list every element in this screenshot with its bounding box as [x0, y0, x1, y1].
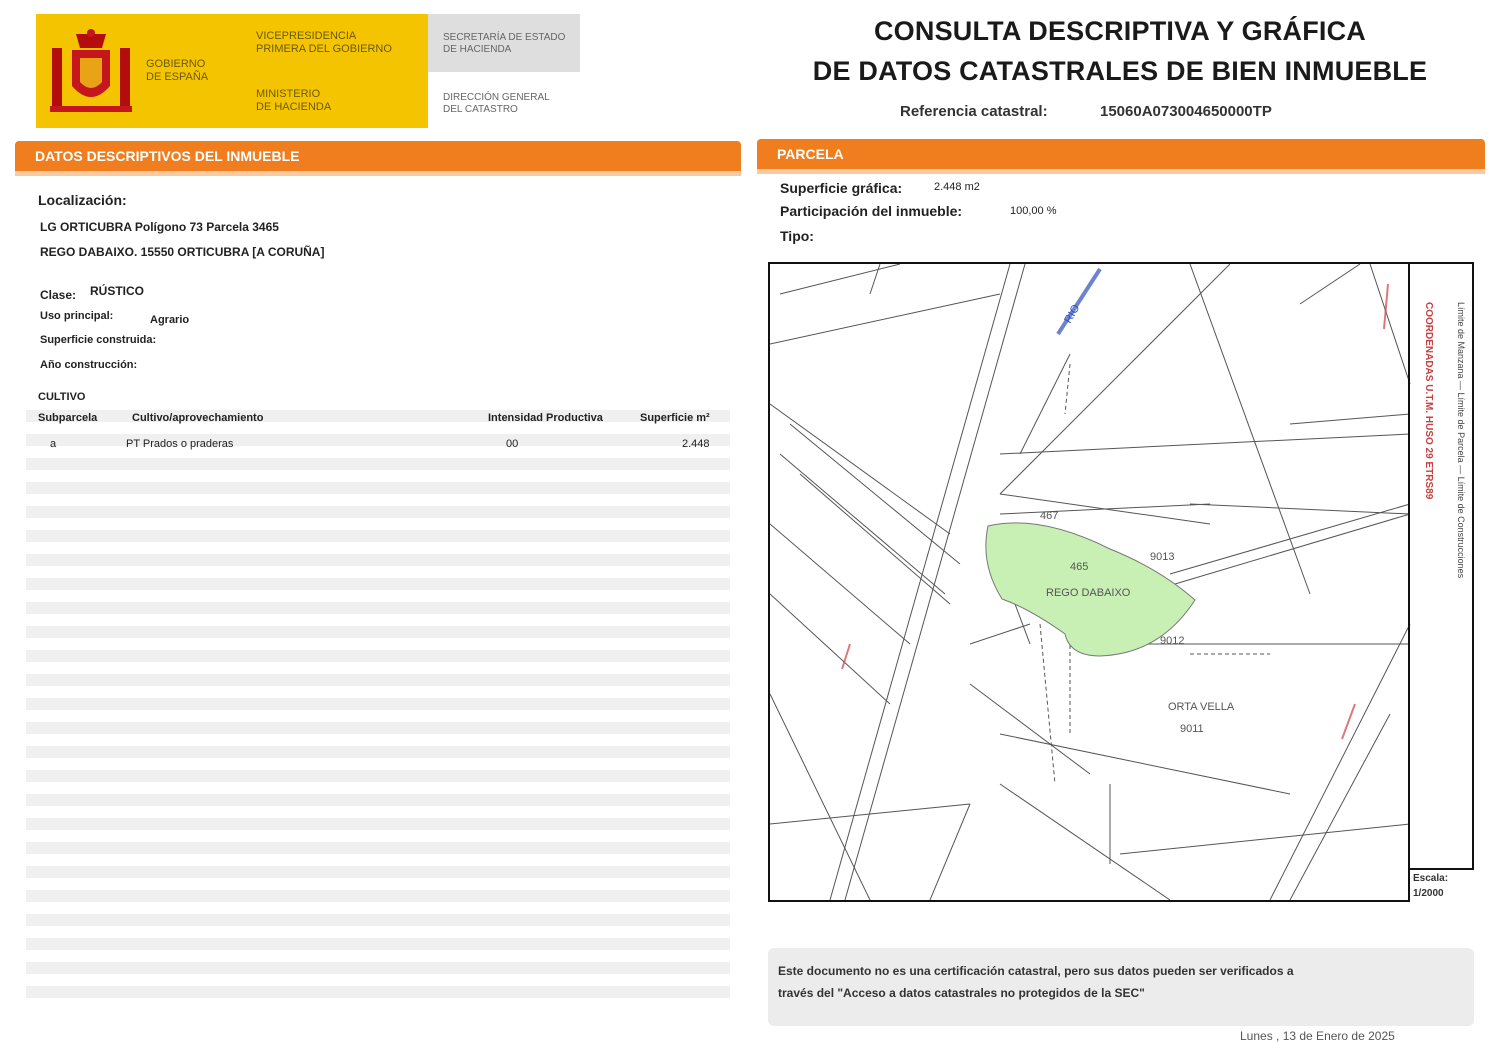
map-number-1: 9013: [1150, 551, 1175, 563]
table-cell-subparcel: a: [50, 438, 57, 450]
table-cell-area: 2.448: [682, 438, 710, 450]
parcel-header: [757, 139, 1485, 169]
disclaimer-note: [768, 948, 1474, 1026]
disclaimer-line2: través del "Acceso a datos catastrales no protegidos de la SEC": [778, 986, 1145, 1000]
participation-label: Participación del inmueble:: [780, 203, 963, 219]
table-row-stripe: [26, 746, 730, 758]
cadastral-map[interactable]: [768, 262, 1474, 902]
table-row-stripe: [26, 770, 730, 782]
table-cell-intensity: 00: [506, 438, 519, 450]
descriptive-data-title: DATOS DESCRIPTIVOS DEL INMUEBLE: [35, 148, 300, 164]
table-row-stripe: [26, 674, 730, 686]
map-scale: [1410, 868, 1474, 904]
map-place-number: 9011: [1180, 723, 1204, 735]
legend-text: Límite de Manzana — Límite de Parcela — Límite de Construcciones: [1456, 302, 1466, 579]
table-row-stripe: [26, 602, 730, 614]
map-river-label: RIO: [1062, 302, 1083, 326]
reference-label: Referencia catastral:: [900, 103, 1048, 120]
map-place-label: ORTA VELLA: [1168, 701, 1235, 713]
col-header-area: Superficie m²: [640, 412, 710, 424]
type-label: Tipo:: [780, 228, 814, 244]
map-parcel-label: 465: [1070, 561, 1089, 573]
secretariat-label: SECRETARÍA DE ESTADO DE HACIENDA: [443, 32, 566, 55]
cadastral-map-drawing: [770, 264, 1472, 900]
table-row-stripe: [26, 962, 730, 974]
location-line1: LG ORTICUBRA Polígono 73 Parcela 3465: [40, 220, 279, 234]
table-row-stripe: [26, 890, 730, 902]
build-year-label: Año construcción:: [40, 359, 138, 371]
col-header-cultivation: Cultivo/aprovechamiento: [132, 412, 264, 424]
table-row-stripe: [26, 842, 730, 854]
map-number-3: 467: [1040, 510, 1059, 522]
ministry-bottom-label: MINISTERIO DE HACIENDA: [256, 88, 332, 113]
table-row-stripe: [26, 626, 730, 638]
main-use-label: Uso principal:: [40, 310, 114, 322]
class-value: RÚSTICO: [90, 284, 144, 298]
location-label: Localización:: [38, 192, 127, 208]
table-row-stripe: [26, 866, 730, 878]
map-legend: [1408, 262, 1474, 902]
scale-label: Escala:: [1413, 873, 1449, 884]
document-date: Lunes , 13 de Enero de 2025: [1240, 1029, 1395, 1043]
main-use-value: Agrario: [150, 314, 190, 326]
built-area-label: Superficie construida:: [40, 334, 157, 346]
participation-value: 100,00 %: [1010, 205, 1057, 217]
table-row-stripe: [26, 458, 730, 470]
cultivation-table: [26, 408, 730, 1020]
table-row-stripe: [26, 482, 730, 494]
cultivation-title: CULTIVO: [38, 391, 86, 403]
table-row-stripe: [26, 722, 730, 734]
coat-of-arms-icon: [50, 28, 132, 114]
table-row-stripe: [26, 914, 730, 926]
table-row-stripe: [26, 698, 730, 710]
table-row-stripe: [26, 818, 730, 830]
map-number-2: 9012: [1160, 635, 1185, 647]
class-label: Clase:: [40, 288, 77, 302]
table-row-stripe: [26, 554, 730, 566]
descriptive-data-header: [15, 141, 741, 171]
direccion-label: DIRECCIÓN GENERAL DEL CATASTRO: [443, 92, 550, 115]
map-parcel-name: REGO DABAIXO: [1046, 587, 1131, 599]
table-row-stripe: [26, 506, 730, 518]
table-row-stripe: [26, 650, 730, 662]
page-title-line2: DE DATOS CATASTRALES DE BIEN INMUEBLE: [812, 56, 1428, 86]
table-row-stripe: [26, 794, 730, 806]
location-line2: REGO DABAIXO. 15550 ORTICUBRA [A CORUÑA]: [40, 245, 325, 259]
graphic-area-value: 2.448 m2: [934, 181, 980, 193]
table-row-stripe: [26, 986, 730, 998]
reference-value: 15060A073004650000TP: [1100, 103, 1272, 120]
table-row-stripe: [26, 530, 730, 542]
page-title-line1: CONSULTA DESCRIPTIVA Y GRÁFICA: [873, 16, 1367, 46]
disclaimer-line1: Este documento no es una certificación catastral, pero sus datos pueden ser verificados a: [778, 964, 1294, 978]
legend-title: COORDENADAS U.T.M. HUSO 29 ETRS89: [1423, 302, 1434, 500]
graphic-area-label: Superficie gráfica:: [780, 180, 903, 196]
ministry-top-label: VICEPRESIDENCIA PRIMERA DEL GOBIERNO: [256, 30, 392, 55]
table-row-stripe: [26, 938, 730, 950]
table-cell-cultivation: PT Prados o praderas: [126, 438, 234, 450]
col-header-intensity: Intensidad Productiva: [488, 412, 603, 424]
table-row-stripe: [26, 578, 730, 590]
scale-value: 1/2000: [1413, 888, 1444, 899]
parcel-title: PARCELA: [777, 146, 844, 162]
government-label: GOBIERNO DE ESPAÑA: [146, 58, 209, 83]
col-header-subparcel: Subparcela: [38, 412, 98, 424]
